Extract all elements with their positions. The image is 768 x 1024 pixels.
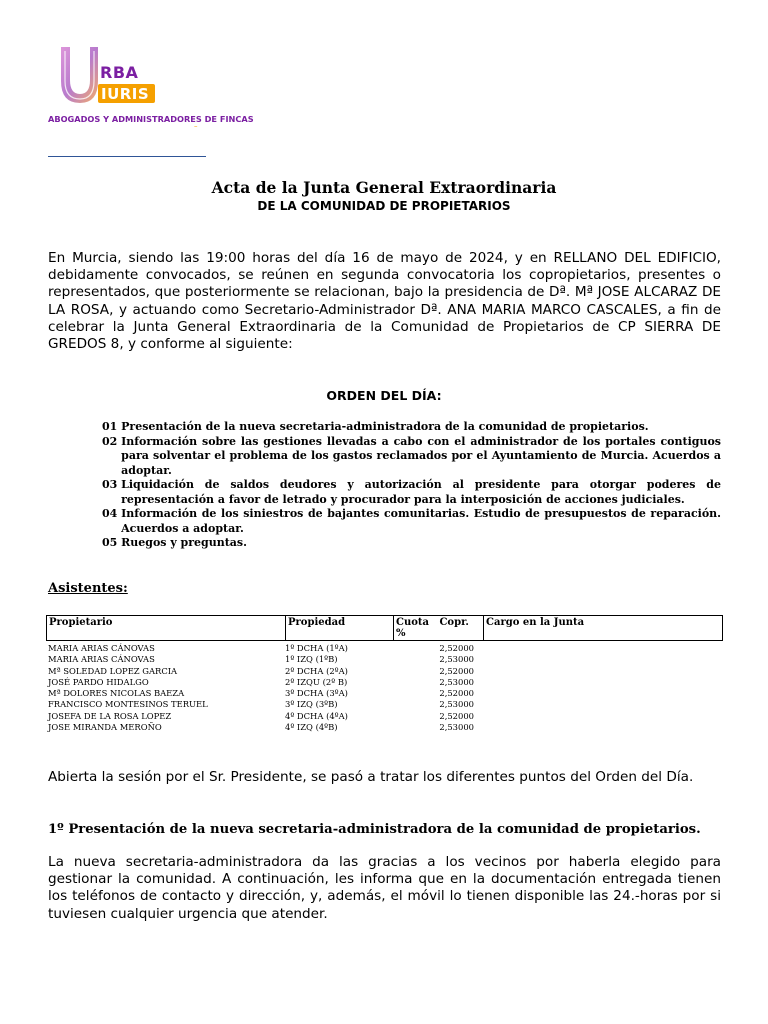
table-row [48, 711, 488, 722]
punto1-body: La nueva secretaria-administradora da las gracias a los vecinos por haberla elegido para gestionar la comunidad. A continuación, les informa que en la documentación entregada tienen los teléfonos de contacto y dirección, y, además, el móvil lo tienen disponible las 24.-horas por si tuviesen cualquier urgencia que atender. [48, 854, 721, 922]
cell-propiedad: 4º IZQ (4ºB) [285, 722, 338, 733]
orden-item [102, 536, 721, 551]
cell-propiedad: 1º IZQ (1ºB) [285, 654, 338, 665]
orden-item-number: 01 [102, 420, 122, 433]
document-title: Acta de la Junta General Extraordinaria [211, 178, 557, 197]
orden-item-text: Información de los siniestros de bajantes comunitarias. Estudio de presupuestos de reparación. Acuerdos a adoptar. [121, 507, 721, 535]
cell-propiedad: 4º DCHA (4ºA) [285, 710, 348, 721]
cell-propiedad: 3º IZQ (3ºB) [285, 699, 338, 710]
header-rule [48, 156, 206, 157]
cell-propietario: MARIA ARIAS CÁNOVAS [48, 643, 155, 653]
cell-cuota: 2,52000 [439, 665, 474, 676]
table-row [48, 643, 488, 654]
cell-propietario: Mª SOLEDAD LOPEZ GARCIA [48, 665, 178, 676]
header-propiedad: Propiedad [285, 615, 394, 641]
orden-del-dia-list [102, 420, 721, 551]
logo-dash: – [194, 122, 198, 130]
table-row [48, 677, 488, 688]
cell-propietario: JOSEFA DE LA ROSA LOPEZ [48, 710, 172, 721]
logo-brand-line2: IURIS [101, 85, 150, 103]
cell-cuota: 2,53000 [439, 699, 474, 710]
orden-item-number: 03 [102, 478, 122, 491]
attendees-table-header [46, 615, 723, 641]
cell-cuota: 2,53000 [439, 654, 474, 665]
cell-propiedad: 1º DCHA (1ºA) [285, 643, 348, 653]
intro-paragraph: En Murcia, siendo las 19:00 horas del día 16 de mayo de 2024, y en RELLANO DEL EDIFICIO, debidamente convocados, se reúnen en segunda convocatoria los copropietarios, presentes o representados, que posteriormente se relacionan, bajo la presidencia de Dª. Mª JOSE ALCARAZ DE LA ROSA, y actuando como Secretario-Administrador Dª. ANA MARIA MARCO CASCALES, a fin de celebrar la Junta General Extraordinaria de la Comunidad de Propietarios de CP SIERRA DE GREDOS 8, y conforme al siguiente: [48, 250, 721, 353]
table-row [48, 666, 488, 677]
orden-item [102, 507, 721, 536]
punto1-title: 1º Presentación de la nueva secretaria-administradora de la comunidad de propietarios. [48, 822, 701, 837]
table-row [48, 699, 488, 710]
cell-propietario: JOSE MIRANDA MEROÑO [48, 722, 162, 733]
orden-item-text: Liquidación de saldos deudores y autorización al presidente para otorgar poderes de representación a favor de letrado y procurador para la interposición de acciones judiciales. [121, 478, 721, 506]
cell-propiedad: 3º DCHA (3ºA) [285, 688, 348, 699]
cell-cuota: 2,53000 [439, 676, 474, 687]
cell-cuota: 2,52000 [439, 710, 474, 721]
attendees-table-body [48, 643, 488, 733]
orden-item-text: Presentación de la nueva secretaria-administradora de la comunidad de propietarios. [121, 420, 649, 433]
cell-propietario: FRANCISCO MONTESINOS TERUEL [48, 699, 208, 710]
orden-item-number: 05 [102, 536, 122, 549]
urbaiuris-logo [58, 45, 158, 107]
cell-propiedad: 2º IZQU (2º B) [285, 676, 348, 687]
cell-cuota: 2,53000 [439, 722, 474, 733]
orden-del-dia-heading: ORDEN DEL DÍA: [326, 388, 442, 403]
document-subtitle: DE LA COMUNIDAD DE PROPIETARIOS [257, 199, 511, 213]
cell-propietario: Mª DOLORES NICOLAS BAEZA [48, 688, 185, 699]
orden-item-text: Información sobre las gestiones llevadas a cabo con el administrador de los portales contiguos para solventar el problema de los gastos reclamados por el Ayuntamiento de Murcia. Acuerdos a adoptar. [121, 434, 721, 477]
orden-item [102, 478, 721, 507]
header-propietario: Propietario [46, 615, 286, 641]
table-row [48, 654, 488, 665]
orden-item [102, 435, 721, 479]
header-cuota: Cuota Copr. % [393, 615, 484, 641]
orden-item-number: 02 [102, 434, 122, 448]
apertura-paragraph: Abierta la sesión por el Sr. Presidente, se pasó a tratar los diferentes puntos del Orden del Día. [48, 769, 694, 785]
cell-propiedad: 2º DCHA (2ºA) [285, 665, 348, 676]
header-cargo: Cargo en la Junta [483, 615, 723, 641]
cell-cuota: 2,52000 [439, 688, 474, 699]
table-row [48, 688, 488, 699]
table-row [48, 722, 488, 733]
asistentes-heading: Asistentes: [48, 581, 128, 596]
logo-tagline: ABOGADOS Y ADMINISTRADORES DE FINCAS [48, 114, 254, 124]
logo-brand-line1: RBA [100, 63, 139, 82]
orden-item-number: 04 [102, 507, 122, 520]
cell-cuota: 2,52000 [439, 643, 474, 653]
cell-propietario: JOSÉ PARDO HIDALGO [48, 676, 149, 687]
orden-item [102, 420, 721, 435]
orden-item-text: Ruegos y preguntas. [121, 536, 247, 549]
cell-propietario: MARIA ARIAS CÁNOVAS [48, 654, 155, 665]
